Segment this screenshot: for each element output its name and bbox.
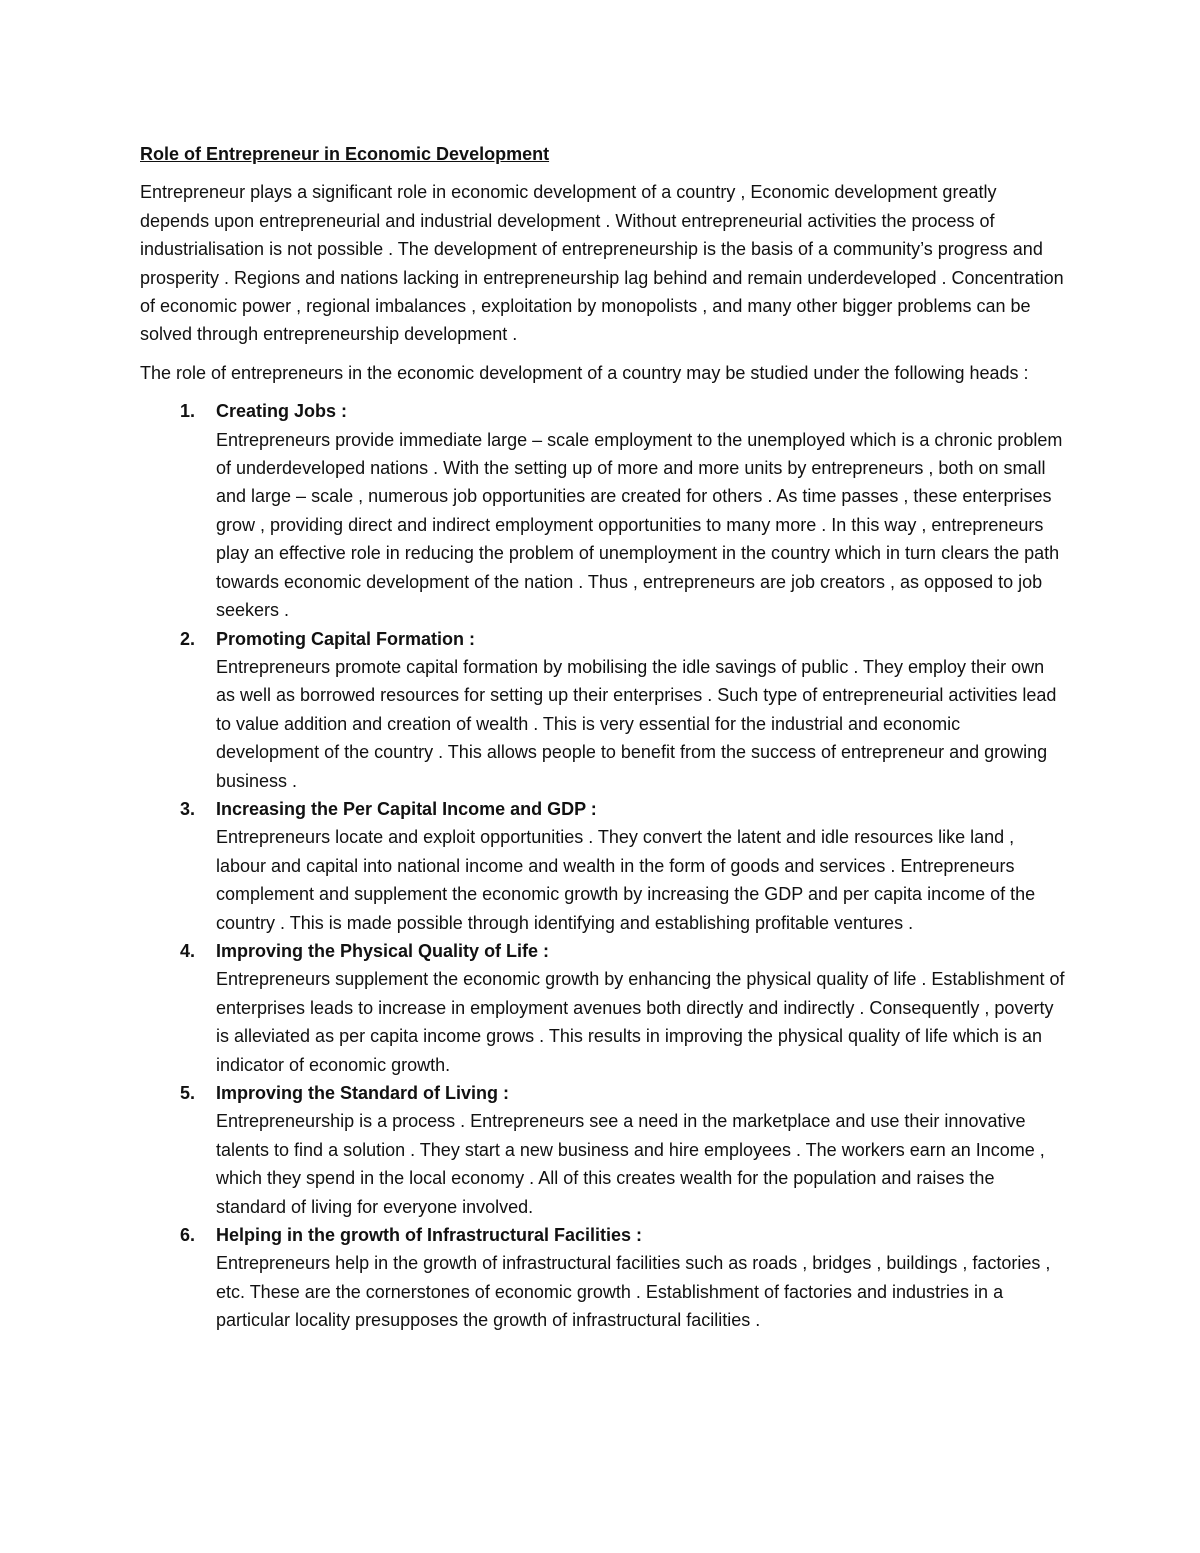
item-heading: Helping in the growth of Infrastructural Facilities : [216, 1225, 643, 1246]
item-body: Entrepreneurs supplement the economic growth by enhancing the physical quality of life . Establishment of enterprises leads to increase in employment avenues both directly and indirectly . Consequently , poverty is alleviated as per capita income grows . This results in improving the physical quality of life which is an indicator of economic growth. [216, 969, 1065, 1075]
item-heading: Promoting Capital Formation : [216, 628, 475, 649]
item-body: Entrepreneurs promote capital formation by mobilising the idle savings of public . They employ their own as well as borrowed resources for setting up their enterprises . Such type of entrepreneurial activities lead to value addition and creation of wealth . This is very essential for the industrial and economic development of the country . This allows people to benefit from the success of entrepreneur and growing business . [216, 656, 1057, 791]
document-title: Role of Entrepreneur in Economic Development [140, 144, 550, 164]
item-body: Entrepreneurs help in the growth of infrastructural facilities such as roads , bridges , buildings , factories , etc. These are the cornerstones of economic growth . Establishment of factories and industries in a particular locality presupposes the growth of infrastructural facilities . [216, 1253, 1051, 1331]
item-number: 2. [180, 628, 196, 649]
list-item [140, 1221, 1065, 1335]
item-body: Entrepreneurs locate and exploit opportunities . They convert the latent and idle resources like land , labour and capital into national income and wealth in the form of goods and services . Entrepreneurs complement and supplement the economic growth by increasing the GDP and per capita income of the country . This is made possible through identifying and establishing profitable ventures . [216, 827, 1036, 933]
item-number: 3. [180, 798, 196, 819]
item-number: 5. [180, 1083, 196, 1103]
list-item [140, 795, 1065, 937]
item-heading: Creating Jobs : [216, 401, 348, 422]
item-body: Entrepreneurship is a process . Entrepreneurs see a need in the marketplace and use their innovative talents to find a solution . They start a new business and hire employees . The workers earn an Income , which they spend in the local economy . All of this creates wealth for the population and raises the standard of living for everyone involved. [216, 1111, 1045, 1217]
list-item [140, 937, 1065, 1079]
item-body: Entrepreneurs provide immediate large – scale employment to the unemployed which is a chronic problem of underdeveloped nations . With the setting up of more and more units by entrepreneurs , both on small and large – scale , numerous job opportunities are created for others . As time passes , these enterprises grow , providing direct and indirect employment opportunities to many more . In this way , entrepreneurs play an effective role in reducing the problem of unemployment in the country which in turn clears the path towards economic development of the nation . Thus , entrepreneurs are job creators , as opposed to job seekers . [216, 429, 1063, 621]
item-number: 6. [180, 1225, 196, 1246]
lead-paragraph: The role of entrepreneurs in the economic development of a country may be studied under the following heads : [140, 362, 1029, 383]
item-heading: Improving the Standard of Living : [216, 1083, 510, 1103]
item-heading: Increasing the Per Capital Income and GDP : [216, 798, 597, 819]
item-heading: Improving the Physical Quality of Life : [216, 940, 550, 961]
list-item [140, 625, 1065, 795]
item-number: 1. [180, 401, 196, 422]
list-item [140, 1079, 1065, 1221]
intro-paragraph: Entrepreneur plays a significant role in economic development of a country , Economic development greatly depends upon entrepreneurial and industrial development . Without entrepreneurial activities the process of industrialisation is not possible . The development of entrepreneurship is the basis of a community’s progress and prosperity . Regions and nations lacking in entrepreneurship lag behind and remain underdeveloped . Concentration of economic power , regional imbalances , exploitation by monopolists , and many other bigger problems can be solved through entrepreneurship development . [140, 182, 1064, 345]
roles-list [140, 397, 1065, 1334]
item-number: 4. [180, 940, 196, 961]
document-page [140, 140, 1065, 1335]
list-item [140, 397, 1065, 624]
